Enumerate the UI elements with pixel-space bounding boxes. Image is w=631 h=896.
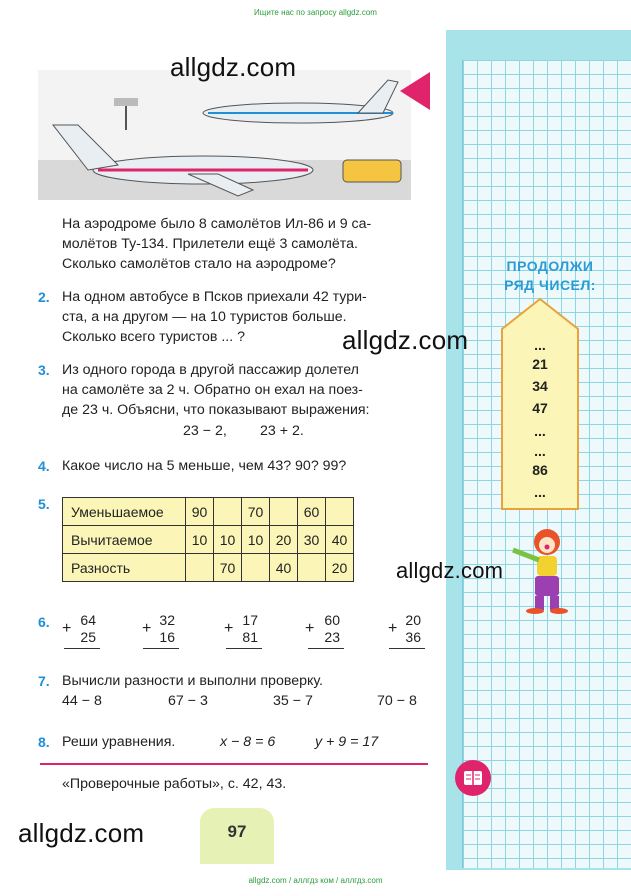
sequence-item: ... <box>534 484 546 500</box>
addend-top: 60 <box>324 612 340 628</box>
table-cell <box>242 554 270 582</box>
watermark-text: allgdz.com <box>170 52 297 82</box>
column-addition <box>226 612 258 646</box>
column-addition <box>308 612 340 646</box>
divider-line <box>40 763 428 765</box>
task7-text: Вычисли разности и выполни проверку. <box>62 673 323 689</box>
sum-line <box>308 648 344 649</box>
plus-sign: + <box>62 620 72 637</box>
table-cell: 20 <box>270 526 298 554</box>
column-addition <box>64 612 96 646</box>
addend-top: 32 <box>159 612 175 628</box>
reference-text: «Проверочные работы», с. 42, 43. <box>62 776 287 792</box>
workbook-icon <box>455 760 491 796</box>
pointer-triangle-icon <box>400 72 430 110</box>
task-number: 7. <box>38 673 50 689</box>
table-cell: 70 <box>242 498 270 526</box>
clown-illustration <box>505 528 575 614</box>
table-cell: 20 <box>326 554 354 582</box>
task3-line: де 23 ч. Объясни, что показывают выражения: <box>62 402 370 418</box>
page-number: 97 <box>227 822 247 841</box>
task3-expression: 23 + 2. <box>260 423 304 439</box>
table-cell <box>214 498 242 526</box>
task4-text: Какое число на 5 меньше, чем 43? 90? 99? <box>62 458 347 474</box>
task7-expression: 67 − 3 <box>168 693 208 709</box>
sidebar-title-line2: РЯД ЧИСЕЛ: <box>504 277 596 293</box>
equation: x − 8 = 6 <box>220 734 276 750</box>
watermark-text: allgdz.com <box>18 818 145 848</box>
table-row <box>63 498 354 526</box>
table-cell: 70 <box>214 554 242 582</box>
table-row <box>63 526 354 554</box>
column-addition <box>389 612 421 646</box>
table-cell: 40 <box>270 554 298 582</box>
subtraction-table <box>62 497 354 582</box>
footer-note: allgdz.com / аллгдз ком / аллгдз.com <box>248 876 383 885</box>
table-cell: 10 <box>186 526 214 554</box>
task-number: 6. <box>38 614 50 630</box>
sequence-item: ... <box>534 337 546 353</box>
table-cell: 90 <box>186 498 214 526</box>
plus-sign: + <box>388 620 398 637</box>
sequence-item: 86 <box>532 462 548 478</box>
column-addition <box>143 612 175 646</box>
row-label: Уменьшаемое <box>63 498 186 526</box>
plus-sign: + <box>224 620 234 637</box>
row-label: Разность <box>63 554 186 582</box>
plus-sign: + <box>305 620 315 637</box>
task-number: 2. <box>38 289 50 305</box>
equation: y + 9 = 17 <box>315 734 379 750</box>
table-cell <box>326 498 354 526</box>
task7-expression: 35 − 7 <box>273 693 313 709</box>
task2-line: На одном автобусе в Псков приехали 42 тури- <box>62 289 367 305</box>
sequence-item: 47 <box>532 400 548 416</box>
sequence-item: 21 <box>532 356 548 372</box>
watermark-text: allgdz.com <box>342 325 469 355</box>
task7-expression: 44 − 8 <box>62 693 102 709</box>
sidebar-title-line1: ПРОДОЛЖИ <box>506 258 594 274</box>
table-cell: 30 <box>298 526 326 554</box>
task8-text: Реши уравнения. <box>62 734 176 750</box>
table-cell <box>270 498 298 526</box>
addend-bottom: 25 <box>80 629 96 645</box>
addend-bottom: 23 <box>324 629 340 645</box>
task3-expression: 23 − 2, <box>183 423 227 439</box>
airport-illustration <box>38 70 411 200</box>
addend-bottom: 36 <box>405 629 421 645</box>
plus-sign: + <box>142 620 152 637</box>
task7-expression: 70 − 8 <box>377 693 417 709</box>
table-row <box>63 554 354 582</box>
sequence-item: 34 <box>532 378 548 394</box>
sum-line <box>64 648 100 649</box>
table-cell: 40 <box>326 526 354 554</box>
sequence-item: ... <box>534 423 546 439</box>
task-number: 8. <box>38 734 50 750</box>
table-cell: 10 <box>214 526 242 554</box>
sum-line <box>143 648 179 649</box>
task2-line: ста, а на другом — на 10 туристов больше. <box>62 309 347 325</box>
row-label: Вычитаемое <box>63 526 186 554</box>
addend-bottom: 81 <box>242 629 258 645</box>
task3-line: Из одного города в другой пассажир долетел <box>62 362 359 378</box>
task3-line: на самолёте за 2 ч. Обратно он ехал на поез- <box>62 382 363 398</box>
table-cell: 10 <box>242 526 270 554</box>
task1-line: молётов Ту-134. Прилетели ещё 3 самолёта. <box>62 236 358 252</box>
task1-line: На аэродроме было 8 самолётов Ил-86 и 9 са- <box>62 216 372 232</box>
sum-line <box>389 648 425 649</box>
addend-top: 17 <box>242 612 258 628</box>
task-number: 5. <box>38 496 50 512</box>
sum-line <box>226 648 262 649</box>
addend-bottom: 16 <box>159 629 175 645</box>
task-number: 3. <box>38 362 50 378</box>
addend-top: 20 <box>405 612 421 628</box>
table-cell: 60 <box>298 498 326 526</box>
sequence-item: ... <box>534 443 546 459</box>
table-cell <box>186 554 214 582</box>
task2-line: Сколько всего туристов ... ? <box>62 329 245 345</box>
header-note: Ищите нас по запросу allgdz.com <box>254 8 377 17</box>
task1-line: Сколько самолётов стало на аэродроме? <box>62 256 336 272</box>
addend-top: 64 <box>80 612 96 628</box>
task-number: 4. <box>38 458 50 474</box>
table-cell <box>298 554 326 582</box>
watermark-text: allgdz.com <box>396 558 504 583</box>
